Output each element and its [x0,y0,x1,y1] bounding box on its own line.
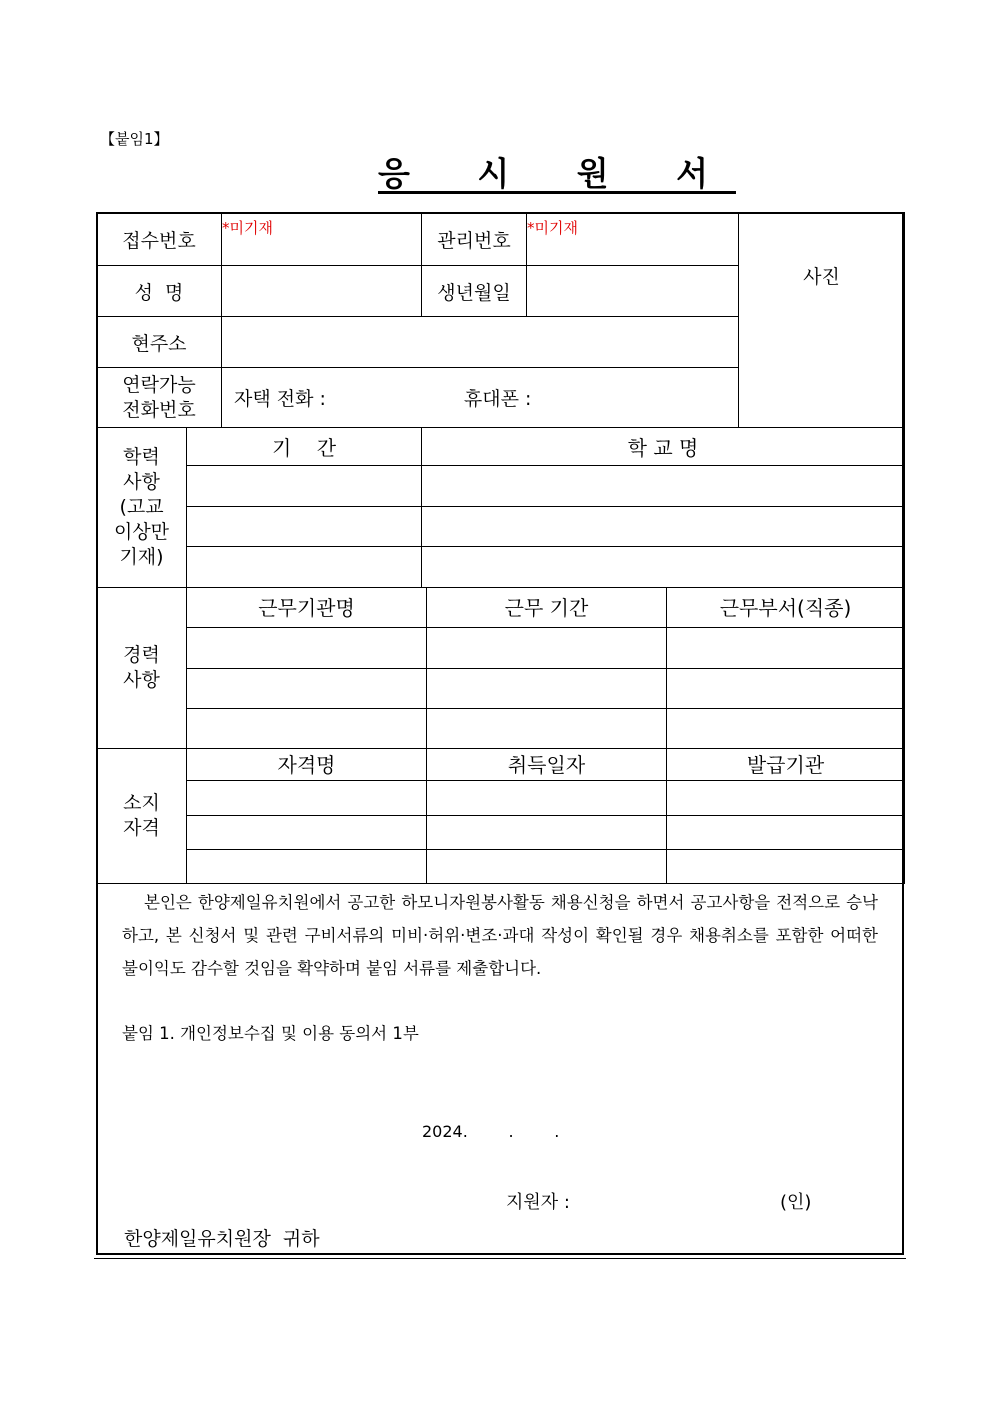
mobile-label: 휴대폰 : [463,388,532,410]
home-phone-label: 자택 전화 : [234,388,326,410]
applicant-label[interactable]: 지원자 : [506,1192,570,1213]
birth-label: 생년월일 [422,266,527,317]
phone-label [97,368,222,428]
license-cell[interactable] [667,781,905,816]
education-cell[interactable] [187,547,422,588]
career-cell[interactable] [187,709,427,749]
career-cell[interactable] [427,669,667,709]
address-label: 현주소 [97,317,222,368]
license-cell[interactable] [187,850,427,884]
photo-box[interactable]: 사진 [739,213,905,428]
career-cell[interactable] [427,628,667,669]
license-cell[interactable] [427,781,667,816]
bottom-rule [94,1258,906,1259]
license-cell[interactable] [427,850,667,884]
career-cell[interactable] [187,628,427,669]
date-line[interactable]: 2024. . . [422,1122,560,1141]
education-section-label: 학력 사항 (고교 이상만 기재) [97,428,187,588]
birth-field[interactable] [527,266,739,317]
career-header-dept: 근무부서(직종) [667,588,905,628]
address-field[interactable] [222,317,739,368]
phone-label-line-2: 전화번호 [122,398,196,421]
receipt-no-note: *미기재 [222,219,273,237]
career-section-label: 경력 사항 [97,588,187,749]
career-cell[interactable] [187,669,427,709]
attachment-note: 붙임 1. 개인정보수집 및 이용 동의서 1부 [122,1024,419,1043]
career-header-period: 근무 기간 [427,588,667,628]
education-cell[interactable] [187,466,422,507]
career-cell[interactable] [667,669,905,709]
career-cell[interactable] [667,628,905,669]
phone-label-line-1: 연락가능 [122,373,196,396]
education-cell[interactable] [422,466,905,507]
education-cell[interactable] [422,547,905,588]
manage-no-note: *미기재 [527,219,578,237]
name-field[interactable] [222,266,422,317]
career-header-org: 근무기관명 [187,588,427,628]
basic-info-table [96,212,905,428]
license-header-issuer: 발급기관 [667,749,905,781]
manage-no-field[interactable] [527,213,739,266]
license-header-date: 취득일자 [427,749,667,781]
education-header-period: 기 간 [187,428,422,466]
seal-mark: (인) [780,1192,812,1213]
license-header-name: 자격명 [187,749,427,781]
license-section-label: 소지 자격 [97,749,187,884]
license-cell[interactable] [187,816,427,850]
document-title: 응 시 원 서 [378,154,736,193]
license-cell[interactable] [667,850,905,884]
manage-no-label: 관리번호 [422,213,527,266]
career-cell[interactable] [667,709,905,749]
education-table [96,427,905,588]
education-header-school: 학 교 명 [422,428,905,466]
license-cell[interactable] [667,816,905,850]
addressee: 한양제일유치원장 귀하 [124,1228,320,1250]
education-cell[interactable] [422,507,905,547]
license-table [96,748,905,884]
license-cell[interactable] [187,781,427,816]
name-label: 성 명 [97,266,222,317]
receipt-no-field[interactable] [222,213,422,266]
receipt-no-label: 접수번호 [97,213,222,266]
career-cell[interactable] [427,709,667,749]
phone-field[interactable] [222,368,739,428]
attachment-label: 【붙임1】 [100,130,169,148]
education-cell[interactable] [187,507,422,547]
declaration-text: 본인은 한양제일유치원에서 공고한 하모니자원봉사활동 채용신청을 하면서 공고사항을 전적으로 승낙하고, 본 신청서 및 관련 구비서류의 미비·허위·변조·과대 작성이 확인될 경우 채용취소를 포함한 어떠한 불이익도 감수할 것임을 확약하며 붙임 서류를 제출합니다. [122,893,878,978]
career-table [96,587,905,749]
license-cell[interactable] [427,816,667,850]
